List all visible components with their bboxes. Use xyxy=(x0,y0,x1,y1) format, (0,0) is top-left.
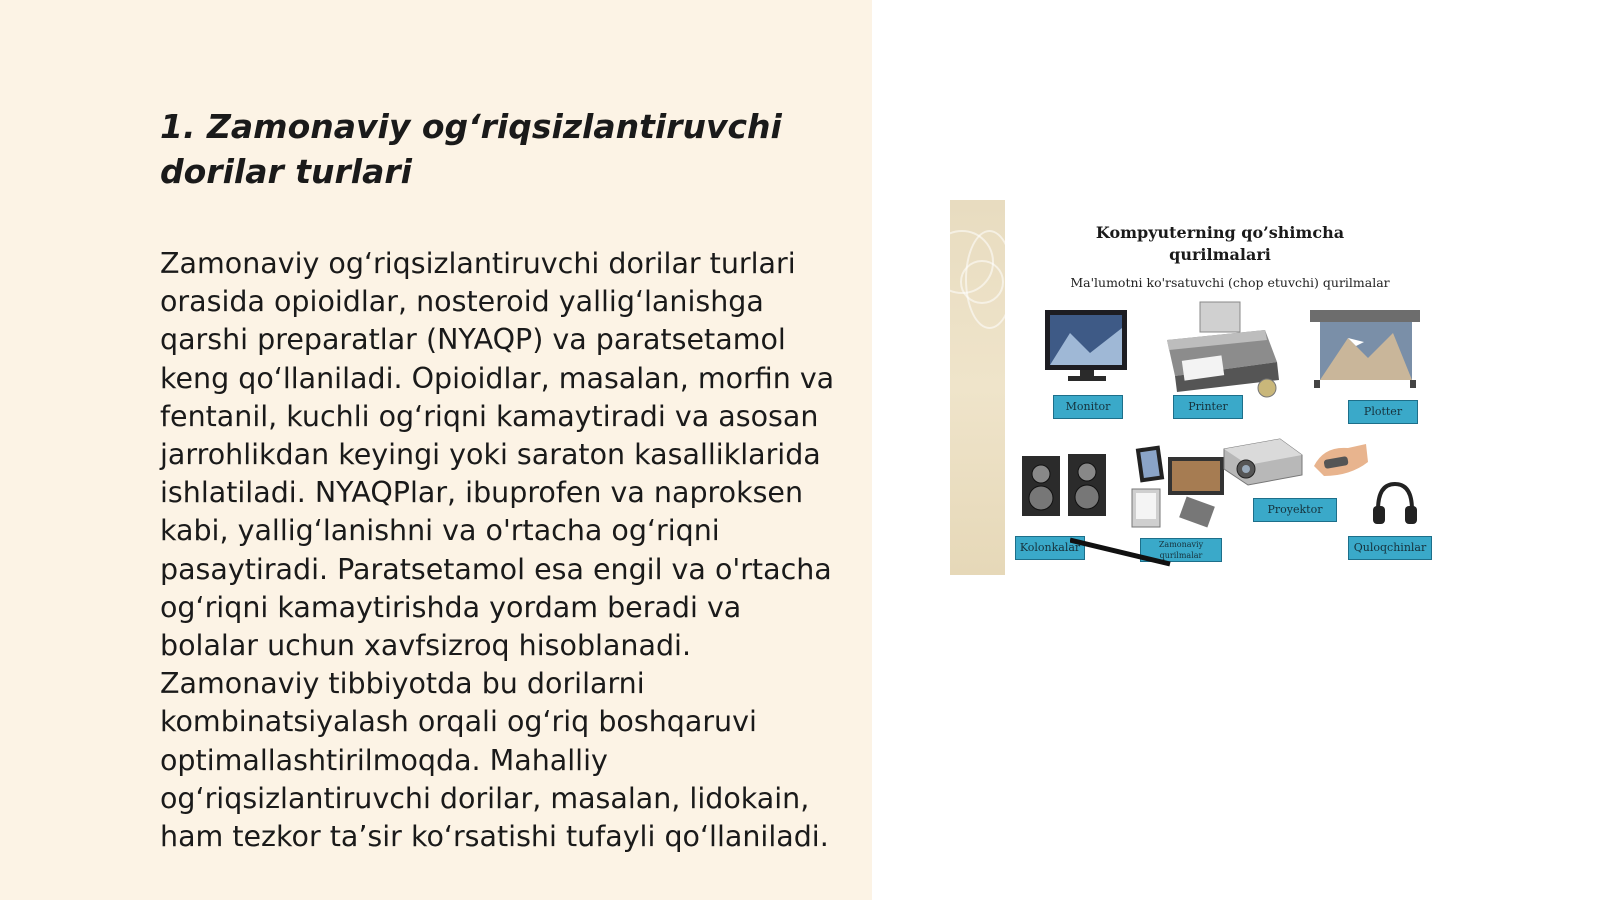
decorative-strip xyxy=(950,200,1005,575)
label-projector: Proyektor xyxy=(1253,498,1337,522)
slide-body: Zamonaviy og‘riqsizlantiruvchi dorilar turlari orasida opioidlar, nosteroid yallig‘lanishga qarshi preparatlar (NYAQP) va paratsetamol keng qo‘llaniladi. Opioidlar, masalan, morfin va fentanil, kuchli og‘riqni kamaytiradi va asosan jarrohlikdan keyingi yoki saraton kasalliklarida ishlatiladi. NYAQPlar, ibuprofen va naproksen kabi, yallig‘lanishni va o'rtacha og‘riqni pasaytiradi. Paratsetamol esa engil va o'rtacha og‘riqni kamaytirishda yordam beradi va bolalar uchun xavfsizroq hisoblanadi. Zamonaviy tibbiyotda bu dorilarni kombinatsiyalash orqali og‘riq boshqaruvi optimallashtirilmoqda. Mahalliy og‘riqsizlantiruvchi dorilar, masalan, lidokain, ham tezkor ta’sir ko‘rsatishi tufayli qo‘llaniladi. xyxy=(160,247,835,854)
gadgets-icon xyxy=(1130,445,1230,535)
projector-icon xyxy=(1218,435,1308,487)
remote-hand-icon xyxy=(1310,440,1370,480)
label-printer: Printer xyxy=(1173,395,1243,419)
printer-icon xyxy=(1155,300,1285,400)
swirl-decoration xyxy=(965,230,1014,329)
label-monitor: Monitor xyxy=(1053,395,1123,419)
label-headphones: Quloqchinlar xyxy=(1348,536,1432,560)
label-gadgets: Zamonaviy qurilmalar xyxy=(1140,538,1222,562)
figure-title: Kompyuterning qo’shimcha qurilmalari xyxy=(1095,223,1345,264)
peripherals-image xyxy=(950,200,1435,575)
cable-decoration xyxy=(1070,530,1180,570)
headphones-icon xyxy=(1370,480,1420,528)
speakers-icon xyxy=(1020,452,1110,520)
monitor-icon xyxy=(1040,308,1135,384)
figure-subtitle: Ma'lumotni ko'rsatuvchi (chop etuvchi) qurilmalar xyxy=(1070,275,1390,290)
slide-title: 1. Zamonaviy og‘riqsizlantiruvchi dorilar turlari xyxy=(160,107,782,191)
plotter-icon xyxy=(1308,308,1423,388)
label-speakers: Kolonkalar xyxy=(1015,536,1085,560)
label-plotter: Plotter xyxy=(1348,400,1418,424)
